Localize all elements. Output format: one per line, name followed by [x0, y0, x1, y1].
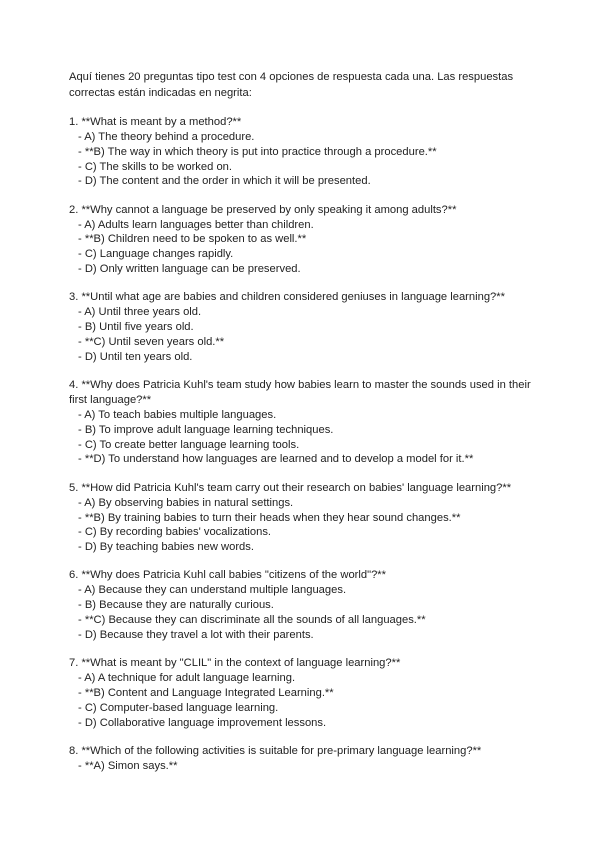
answer-option: - **C) Until seven years old.** — [78, 335, 225, 348]
question-block — [69, 656, 539, 730]
answer-option: - **A) Simon says.** — [78, 759, 178, 772]
answer-option: - D) Until ten years old. — [78, 350, 193, 363]
answer-option: - A) Because they can understand multiple languages. — [78, 584, 347, 597]
answer-options — [69, 218, 539, 277]
question-block — [69, 290, 539, 364]
answer-option: - **B) Children need to be spoken to as well.** — [78, 233, 307, 246]
answer-options — [69, 583, 539, 642]
question-block — [69, 378, 539, 467]
answer-option: - B) Because they are naturally curious. — [78, 599, 274, 612]
answer-option: - A) Until three years old. — [78, 306, 202, 319]
answer-option: - **D) To understand how languages are learned and to develop a model for it.** — [78, 453, 474, 466]
question-block — [69, 203, 539, 277]
answer-option: - C) By recording babies' vocalizations. — [78, 526, 272, 539]
answer-option: - D) Because they travel a lot with their parents. — [78, 628, 314, 641]
answer-option: - C) To create better language learning tools. — [78, 438, 300, 451]
question-block — [69, 115, 539, 189]
answer-options — [69, 496, 539, 555]
answer-option: - D) Collaborative language improvement lessons. — [78, 716, 327, 729]
question-text: 6. **Why does Patricia Kuhl call babies "citizens of the world"?** — [69, 569, 386, 582]
document-page — [69, 70, 539, 787]
answer-option: - D) By teaching babies new words. — [78, 541, 254, 554]
question-text: 5. **How did Patricia Kuhl's team carry out their research on babies' language learning?** — [69, 481, 512, 494]
question-text: 7. **What is meant by "CLIL" in the context of language learning?** — [69, 657, 401, 670]
answer-option: - **B) By training babies to turn their heads when they hear sound changes.** — [78, 511, 461, 524]
answer-option: - D) Only written language can be preserved. — [78, 263, 301, 276]
question-list — [69, 115, 539, 774]
answer-option: - **B) Content and Language Integrated Learning.** — [78, 686, 334, 699]
answer-options — [69, 671, 539, 730]
answer-option: - **B) The way in which theory is put into practice through a procedure.** — [78, 145, 437, 158]
answer-option: - B) Until five years old. — [78, 321, 194, 334]
question-text: 1. **What is meant by a method?** — [69, 116, 242, 128]
question-text: 3. **Until what age are babies and children considered geniuses in language learning?** — [69, 291, 505, 304]
answer-option: - C) The skills to be worked on. — [78, 160, 232, 173]
question-block — [69, 744, 539, 774]
answer-options — [69, 130, 539, 189]
intro-paragraph: Aquí tienes 20 preguntas tipo test con 4 opciones de respuesta cada una. Las respuestas correctas están indicadas en negrita: — [69, 71, 514, 99]
answer-option: - A) By observing babies in natural settings. — [78, 496, 294, 509]
answer-options — [69, 408, 539, 467]
answer-option: - **C) Because they can discriminate all the sounds of all languages.** — [78, 614, 426, 627]
answer-option: - C) Language changes rapidly. — [78, 248, 234, 261]
answer-options — [69, 305, 539, 364]
answer-option: - A) A technique for adult language learning. — [78, 672, 296, 685]
answer-option: - A) The theory behind a procedure. — [78, 131, 255, 143]
answer-option: - D) The content and the order in which it will be presented. — [78, 175, 371, 188]
answer-option: - A) To teach babies multiple languages. — [78, 409, 277, 422]
answer-option: - C) Computer-based language learning. — [78, 701, 279, 714]
answer-options — [69, 759, 539, 774]
question-block — [69, 568, 539, 642]
question-text: 4. **Why does Patricia Kuhl's team study how babies learn to master the sounds used in their first language?** — [69, 379, 531, 407]
answer-option: - A) Adults learn languages better than children. — [78, 218, 314, 231]
question-text: 2. **Why cannot a language be preserved by only speaking it among adults?** — [69, 203, 457, 216]
answer-option: - B) To improve adult language learning techniques. — [78, 423, 334, 436]
question-block — [69, 481, 539, 555]
question-text: 8. **Which of the following activities is suitable for pre-primary language learning?** — [69, 744, 482, 757]
